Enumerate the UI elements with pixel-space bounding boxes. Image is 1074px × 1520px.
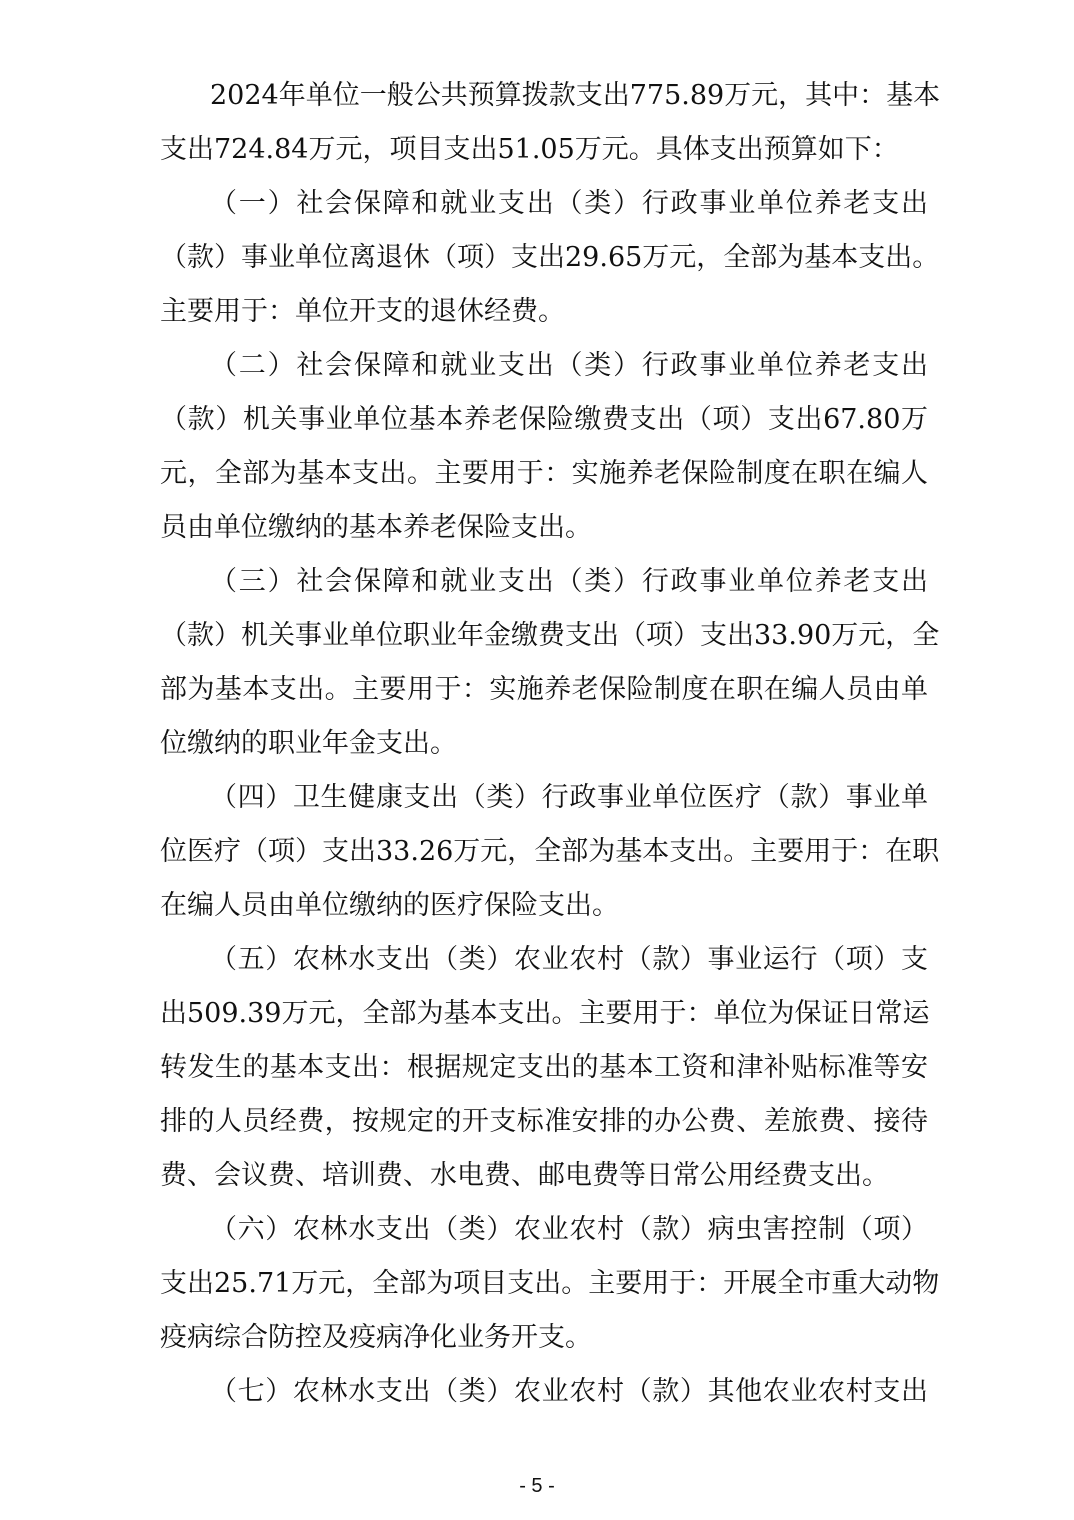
- text-line: 位医疗（项）支出33.26万元，全部为基本支出。主要用于：在职: [160, 836, 940, 867]
- paragraph: [160, 555, 940, 771]
- text-line: 2024年单位一般公共预算拨款支出775.89万元，其中：基本: [210, 80, 941, 111]
- paragraph: [160, 339, 928, 555]
- text-line: （四）卫生健康支出（类）行政事业单位医疗（款）事业单: [210, 782, 928, 813]
- text-line: （款）机关事业单位基本养老保险缴费支出（项）支出67.80万: [160, 404, 928, 435]
- text-line: 出509.39万元，全部为基本支出。主要用于：单位为保证日常运: [160, 998, 930, 1029]
- text-line: 转发生的基本支出：根据规定支出的基本工资和津补贴标准等安: [160, 1052, 928, 1083]
- text-line: 费、会议费、培训费、水电费、邮电费等日常公用经费支出。: [160, 1160, 889, 1191]
- paragraph: [160, 1365, 928, 1419]
- text-line: （二）社会保障和就业支出（类）行政事业单位养老支出: [210, 350, 928, 381]
- text-line: 疫病综合防控及疫病净化业务开支。: [160, 1322, 592, 1353]
- text-line: （三）社会保障和就业支出（类）行政事业单位养老支出: [210, 566, 928, 597]
- text-line: （一）社会保障和就业支出（类）行政事业单位养老支出: [210, 188, 928, 219]
- text-line: 元，全部为基本支出。主要用于：实施养老保险制度在职在编人: [160, 458, 928, 489]
- document-body: [160, 69, 941, 1419]
- paragraph: [160, 69, 941, 177]
- text-line: （款）事业单位离退休（项）支出29.65万元，全部为基本支出。: [160, 242, 940, 273]
- paragraph: [160, 177, 940, 339]
- paragraph: [160, 933, 928, 1203]
- text-line: 位缴纳的职业年金支出。: [160, 728, 457, 759]
- text-line: 在编人员由单位缴纳的医疗保险支出。: [160, 890, 619, 921]
- text-line: 排的人员经费，按规定的开支标准安排的办公费、差旅费、接待: [160, 1106, 928, 1137]
- text-line: （七）农林水支出（类）农业农村（款）其他农业农村支出: [210, 1376, 928, 1407]
- page-number: - 5 -: [519, 1475, 555, 1497]
- text-line: （五）农林水支出（类）农业农村（款）事业运行（项）支: [210, 944, 928, 975]
- text-line: （款）机关事业单位职业年金缴费支出（项）支出33.90万元，全: [160, 620, 940, 651]
- paragraph: [160, 1203, 940, 1365]
- text-line: 部为基本支出。主要用于：实施养老保险制度在职在编人员由单: [160, 674, 928, 705]
- text-line: 主要用于：单位开支的退休经费。: [160, 296, 565, 327]
- paragraph: [160, 771, 940, 933]
- text-line: （六）农林水支出（类）农业农村（款）病虫害控制（项）: [210, 1214, 928, 1245]
- text-line: 员由单位缴纳的基本养老保险支出。: [160, 512, 592, 543]
- text-line: 支出25.71万元，全部为项目支出。主要用于：开展全市重大动物: [160, 1268, 940, 1299]
- text-line: 支出724.84万元，项目支出51.05万元。具体支出预算如下：: [160, 134, 899, 165]
